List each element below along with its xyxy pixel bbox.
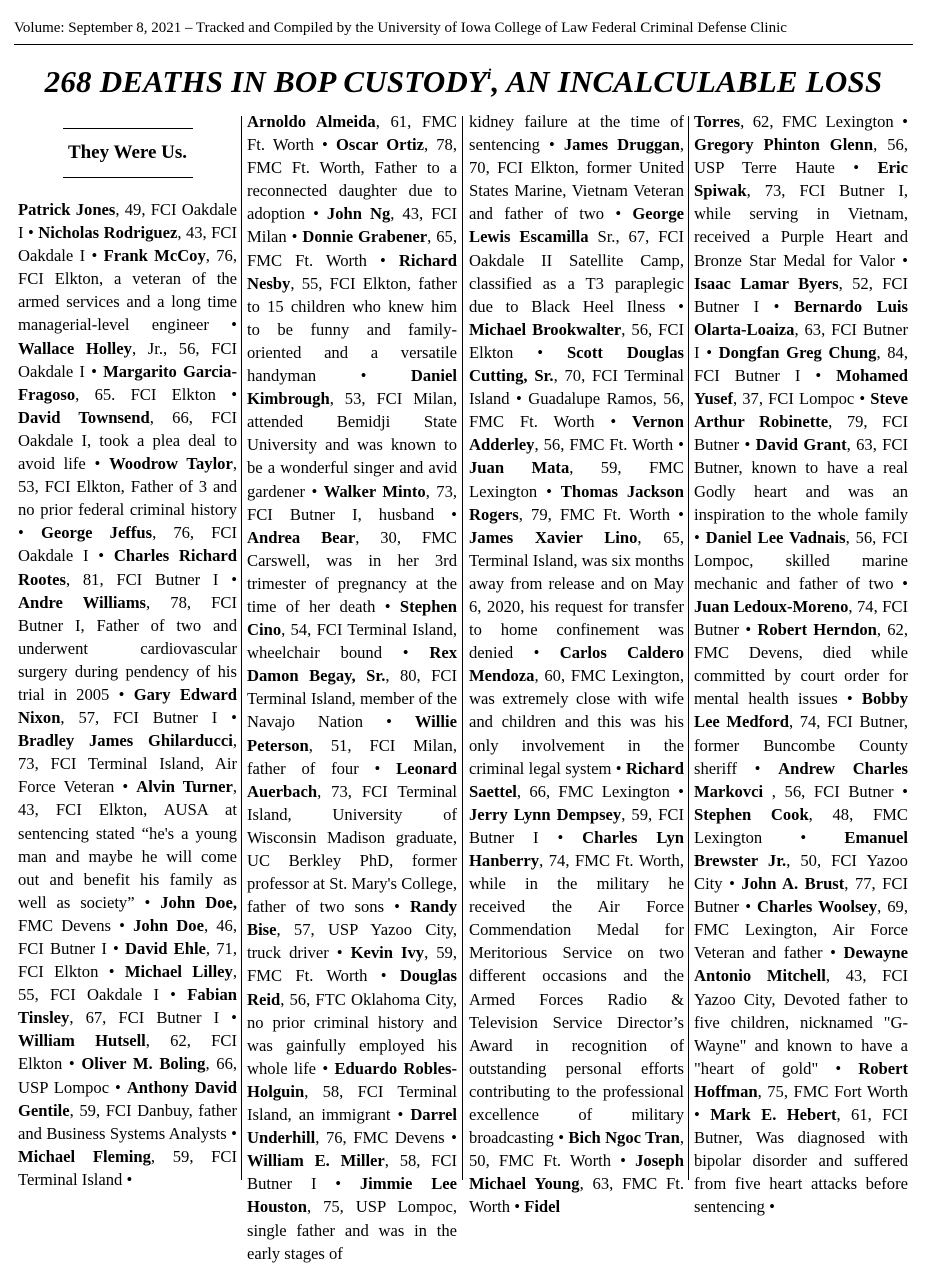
person-name: Rex Damon Begay, Sr. bbox=[247, 643, 458, 686]
person-name: David Grant bbox=[755, 435, 847, 455]
person-details: , 43, FCI Elkton, AUSA at sentencing stated “he's a young man and maybe he will come out and benefit his family as well as society” bbox=[18, 777, 237, 912]
person-name: Carlos Caldero Mendoza bbox=[469, 643, 684, 686]
person-details: , 46, FCI Butner I bbox=[18, 915, 237, 958]
person-details: , 37, FCI Lompoc bbox=[733, 389, 855, 409]
person-details: , 75, FMC Fort Worth bbox=[757, 1081, 908, 1101]
person-name: Torres bbox=[694, 112, 741, 131]
person-details: , 43, FCI Oakdale I bbox=[18, 223, 237, 266]
person-details: , 78, FMC Ft. Worth, Father to a reconnected daughter due to adoption bbox=[247, 135, 457, 224]
person-details: , 59, FMC Ft. Worth bbox=[247, 943, 458, 986]
person-name: Andrew Charles Markovci bbox=[694, 758, 909, 801]
person-details: , 51, FCI Milan, father of four bbox=[247, 735, 457, 778]
person-details: , 73, FCI Butner I, husband bbox=[247, 481, 458, 524]
person-name: Mohamed Yusef bbox=[694, 366, 909, 409]
person-details: , 77, FCI Butner bbox=[694, 874, 908, 917]
person-details: , 74, FCI Butner bbox=[694, 596, 909, 640]
person-details: , 52, FCI Butner I bbox=[694, 273, 908, 316]
person-details: , 55, FCI Elkton, father to 15 children who knew him to be funny and family-oriented and a versatile handyman bbox=[247, 273, 457, 386]
person-details: , 30, FMC Carswell, was in her 3rd trimester of pregnancy at the time of her death bbox=[247, 527, 457, 616]
memorial-list: Arnoldo Almeida, 61, FMC Ft. Worth • Oscar Ortiz, 78, FMC Ft. Worth, Father to a reconnected daughter due to adoption • John Ng, 43, FCI Milan • Donnie Grabener, 65, FMC Ft. Worth • Richard Nesby, 55, FCI Elkton, father to 15 children who knew him to be funny and family-oriented and a versatile handyman • Daniel Kimbrough, 53, FCI Milan, attended Bemidji State University and was known to be a wonderful singer and avid gardener • Walker Minto, 73, FCI Butner I, husband • Andrea Bear, 30, FMC Carswell, was in her 3rd trimester of pregnancy at the time of her death • Stephen Cino, 54, FCI Terminal Island, wheelchair bound • Rex Damon Begay, Sr., 80, FCI Terminal Island, member of the Navajo Nation • Willie Peterson, 51, FCI Milan, father of four • Leonard Auerbach, 73, FCI Terminal Island, University of Wisconsin Madison graduate, UC Berkley PhD, former professor at St. Mary's College, father of two sons • Randy Bise, 57, USP Yazoo City, truck driver • Kevin Ivy, 59, FMC Ft. Worth • Douglas Reid, 56, FTC Oklahoma City, no prior criminal history and was gainfully employed his whole life • Eduardo Robles-Holguin, 58, FCI Terminal Island, an immigrant • Darrel Underhill, 76, FMC Devens • William E. Miller, 58, FCI Butner I • Jimmie Lee Houston, 75, USP Lompoc, single father and was in the early stages of bbox=[247, 112, 458, 1263]
person-name: David Townsend bbox=[18, 407, 150, 427]
person-name: Randy Bise bbox=[247, 897, 458, 940]
person-name: Andre Williams bbox=[18, 592, 147, 612]
person-name: Gregory Phinton Glenn bbox=[694, 135, 874, 155]
person-details: , 73, FCI Terminal Island, University of Wisconsin Madison graduate, UC Berkley PhD, former professor at St. Mary's College, father of two sons bbox=[247, 781, 457, 917]
person-name: Oscar Ortiz bbox=[335, 135, 424, 155]
person-details: , 66, USP Lompoc bbox=[18, 1054, 238, 1097]
person-name: Bernardo Luis Olarta-Loaiza bbox=[694, 296, 908, 339]
person-details: , 62, FMC Lexington bbox=[740, 112, 894, 131]
person-name: John A. Brust bbox=[741, 874, 845, 894]
person-name: Robert Hoffman bbox=[694, 1058, 908, 1101]
column-1 bbox=[18, 116, 238, 1189]
person-name: Charles Lyn Hanberry bbox=[469, 827, 685, 870]
person-name: Frank McCoy bbox=[103, 246, 206, 266]
person-name: Thomas Jackson Rogers bbox=[469, 481, 684, 524]
person-name: Anthony David Gentile bbox=[18, 1077, 237, 1120]
person-name: Darrel Underhill bbox=[247, 1105, 457, 1148]
masthead: Volume: September 8, 2021 – Tracked and Compiled by the University of Iowa College of Law Federal Criminal Defense Clinic bbox=[14, 18, 913, 45]
person-name: James Druggan bbox=[563, 135, 680, 155]
person-name: Douglas Reid bbox=[247, 966, 457, 1009]
person-details: , 56, FCI Butner bbox=[763, 781, 894, 801]
divider bbox=[63, 177, 193, 178]
headline-suffix: , AN INCALCULABLE LOSS bbox=[491, 64, 883, 99]
person-name: Michael Lilley bbox=[124, 962, 233, 982]
person-name: Margarito Garcia-Fragoso bbox=[18, 361, 238, 404]
person-details: , 65, FMC Ft. Worth bbox=[247, 227, 457, 270]
person-name: George Jeffus bbox=[40, 523, 153, 543]
person-name: Daniel Lee Vadnais bbox=[705, 527, 846, 547]
person-name: Bobby Lee Medford bbox=[694, 689, 908, 732]
person-details: , 56, USP Terre Haute bbox=[694, 135, 908, 178]
column-divider bbox=[241, 116, 242, 1180]
person-name: Nicholas Rodriguez bbox=[38, 223, 178, 243]
person-details: , 43, FCI Yazoo City, Devoted father to five children, nicknamed "G-Wayne" and known to have a "heart of gold" bbox=[694, 966, 908, 1078]
person-name: Dewayne Antonio Mitchell bbox=[694, 943, 908, 986]
person-details: , 59, FCI Danbuy, father and Business Systems Analysts bbox=[18, 1100, 237, 1143]
person-name: Bradley James Ghilarducci bbox=[18, 731, 233, 751]
person-details: , 59, FMC Lexington bbox=[469, 458, 684, 501]
person-name: John Doe bbox=[133, 915, 204, 935]
person-details: , 81, FCI Butner I bbox=[65, 569, 219, 589]
person-details: , 62, FCI Elkton bbox=[18, 1031, 237, 1074]
person-details: kidney failure at the time of sentencing bbox=[469, 112, 684, 155]
column-4 bbox=[694, 110, 909, 1217]
column-3 bbox=[469, 110, 685, 1217]
person-details: , 76, FCI Elkton, a veteran of the armed services and a long time managerial-level engineer bbox=[18, 246, 237, 335]
person-details: , 65. FCI Elkton bbox=[75, 384, 216, 404]
person-name: Michael Brookwalter bbox=[469, 319, 622, 339]
person-name: Emanuel Brewster Jr. bbox=[694, 827, 908, 870]
person-details: , 56, FCI Elkton bbox=[469, 319, 685, 362]
person-details: , 56, FTC Oklahoma City, no prior criminal history and was gainfully employed his whole life bbox=[247, 989, 457, 1078]
person-details: , 70, FCI Elkton, former United States Marine, Vietnam Veteran and father of two bbox=[469, 135, 684, 224]
person-details: , 66, FMC Lexington bbox=[516, 781, 670, 801]
column-divider bbox=[462, 116, 463, 1180]
person-details: , 80, FCI Terminal Island, member of the Navajo Nation bbox=[247, 666, 457, 732]
person-name: Charles Richard Rootes bbox=[18, 546, 237, 589]
person-details: , 57, USP Yazoo City, truck driver bbox=[247, 920, 457, 963]
person-details: , 76, FCI Oakdale I bbox=[18, 523, 238, 566]
person-name: James Xavier Lino bbox=[469, 527, 638, 547]
person-details: , 74, FMC Ft. Worth, while in the military he received the Air Force Commendation Medal for Meritorious Service on two different occasions and the Armed Forces Radio & Television Service Director’s Award in recognition of outstanding personal efforts contributing to the professional excellence of military broadcasting bbox=[469, 851, 684, 1148]
person-details: , 49, FCI Oakdale I bbox=[18, 200, 237, 243]
person-details: , 69, FMC Lexington, Air Force Veteran and father bbox=[694, 897, 908, 963]
person-name: Alvin Turner bbox=[136, 777, 233, 797]
person-details: , 62, FMC Devens, died while committed by court order for mental health issues bbox=[694, 620, 908, 709]
person-name: David Ehle bbox=[125, 939, 206, 958]
person-name: Oliver M. Boling bbox=[81, 1054, 206, 1074]
person-name: George Lewis Escamilla bbox=[469, 204, 684, 247]
person-details: , 76, FMC Devens bbox=[315, 1128, 445, 1148]
person-name: Mark E. Hebert bbox=[710, 1105, 837, 1125]
person-details: , 75, USP Lompoc, single father and was in the early stages of bbox=[247, 1197, 457, 1263]
person-details: Guadalupe Ramos, 56, FMC Ft. Worth bbox=[469, 389, 684, 432]
person-name: Jimmie Lee Houston bbox=[247, 1174, 457, 1217]
person-details: , 65, Terminal Island, was six months away from release and on May 6, 2020, his request for transfer to home confinement was denied bbox=[469, 527, 684, 663]
sidebar-title: They Were Us. bbox=[67, 142, 188, 163]
person-details: , 50, FMC Ft. Worth bbox=[469, 1128, 684, 1171]
column-2 bbox=[247, 110, 458, 1263]
person-details: , Jr., 56, FCI Oakdale I bbox=[18, 338, 237, 381]
person-name: Arnoldo Almeida bbox=[247, 112, 376, 131]
person-details: , 61, FCI Butner, Was diagnosed with bipolar disorder and suffered from five heart attacks before sentencing bbox=[694, 1105, 909, 1217]
page-title bbox=[0, 64, 927, 100]
person-name: Patrick Jones bbox=[18, 200, 116, 219]
person-details: , 55, FCI Oakdale I bbox=[18, 962, 237, 1005]
person-name: Leonard Auerbach bbox=[247, 758, 457, 801]
person-details: , 84, FCI Butner I bbox=[694, 342, 909, 386]
person-details: , 60, FMC Lexington, was extremely close with wife and children and this was his only involvement in the criminal legal system bbox=[469, 666, 684, 778]
divider bbox=[63, 128, 193, 129]
person-name: Daniel Kimbrough bbox=[247, 366, 457, 409]
person-details: , 67, FCI Butner I bbox=[69, 1008, 220, 1028]
person-details: , 63, FCI Butner, known to have a real Godly heart and was an inspiration to the whole family bbox=[694, 435, 909, 524]
person-name: Richard Saettel bbox=[469, 758, 684, 801]
person-details: , 73, FCI Butner I, while serving in Vietnam, received a Purple Heart and Bronze Star Medal for Valor bbox=[694, 181, 908, 270]
person-details: , 50, FCI Yazoo City bbox=[694, 851, 908, 894]
person-name: Willie Peterson bbox=[247, 712, 457, 755]
headline-main: 268 DEATHS IN BOP CUSTODY bbox=[44, 64, 488, 99]
person-details: , 48, FMC Lexington bbox=[694, 804, 908, 847]
person-name: Stephen Cino bbox=[247, 596, 458, 640]
person-details: , 63, FCI Butner I bbox=[694, 319, 908, 362]
person-details: , 79, FMC Ft. Worth bbox=[518, 504, 671, 524]
person-name: Isaac Lamar Byers bbox=[694, 273, 839, 293]
sidebar-heading bbox=[18, 128, 237, 178]
person-details: , 70, FCI Terminal Island bbox=[469, 366, 684, 409]
person-details: , 57, FCI Butner I bbox=[60, 708, 218, 728]
person-name: Richard Nesby bbox=[247, 250, 457, 293]
person-details: , 74, FCI Butner, former Buncombe County sheriff bbox=[694, 712, 908, 778]
person-details: , 78, FCI Butner I, Father of two and underwent cardiovascular surgery during pendency of his trial in 2005 bbox=[18, 592, 237, 704]
person-details: , 59, FCI Butner I bbox=[469, 804, 684, 847]
person-name: Michael Fleming bbox=[18, 1146, 151, 1166]
person-details: , 53, FCI Elkton, Father of 3 and no prior federal criminal history bbox=[18, 454, 237, 520]
person-name: Vernon Adderley bbox=[469, 412, 684, 455]
person-details: Sr., 67, FCI Oakdale II Satellite Camp, classified as a T3 paraplegic due to Black Heel Ilness bbox=[469, 227, 684, 316]
person-details: , 58, FCI Butner I bbox=[247, 1151, 458, 1194]
person-name: Joseph Michael Young bbox=[469, 1151, 684, 1194]
person-details: , 61, FMC Ft. Worth bbox=[247, 112, 457, 155]
person-details: , 59, FCI Terminal Island bbox=[18, 1146, 237, 1189]
person-name: Bich Ngoc Tran bbox=[568, 1128, 680, 1148]
column-divider bbox=[688, 116, 689, 1180]
person-name: Charles Woolsey bbox=[757, 897, 878, 917]
person-details: , 43, FCI Milan bbox=[247, 204, 458, 247]
person-name: Walker Minto bbox=[323, 481, 426, 501]
memorial-list: kidney failure at the time of sentencing • James Druggan, 70, FCI Elkton, former United States Marine, Vietnam Veteran and father of two • George Lewis Escamilla Sr., 67, FCI Oakdale II Satellite Camp, classified as a T3 paraplegic due to Black Heel Ilness • Michael Brookwalter, 56, FCI Elkton • Scott Douglas Cutting, Sr., 70, FCI Terminal Island • Guadalupe Ramos, 56, FMC Ft. Worth • Vernon Adderley, 56, FMC Ft. Worth • Juan Mata, 59, FMC Lexington • Thomas Jackson Rogers, 79, FMC Ft. Worth • James Xavier Lino, 65, Terminal Island, was six months away from release and on May 6, 2020, his request for transfer to home confinement was denied • Carlos Caldero Mendoza, 60, FMC Lexington, was extremely close with wife and children and this was his only involvement in the criminal legal system • Richard Saettel, 66, FMC Lexington • Jerry Lynn Dempsey, 59, FCI Butner I • Charles Lyn Hanberry, 74, FMC Ft. Worth, while in the military he received the Air Force Commendation Medal for Meritorious Service on two different occasions and the Armed Forces Radio & Television Service Director’s Award in recognition of outstanding personal efforts contributing to the professional excellence of military broadcasting • Bich Ngoc Tran, 50, FMC Ft. Worth • Joseph Michael Young, 63, FMC Ft. Worth • Fidel bbox=[469, 112, 685, 1217]
person-name: Dongfan Greg Chung bbox=[718, 342, 877, 362]
person-name: Scott Douglas Cutting, Sr. bbox=[469, 342, 685, 386]
person-details: , 66, FCI Oakdale I, took a plea deal to avoid life bbox=[18, 407, 237, 474]
person-name: Fidel bbox=[524, 1197, 561, 1217]
person-name: Woodrow Taylor bbox=[109, 454, 233, 474]
person-name: Eduardo Robles-Holguin bbox=[247, 1058, 457, 1101]
memorial-list: Torres, 62, FMC Lexington • Gregory Phinton Glenn, 56, USP Terre Haute • Eric Spiwak, 73, FCI Butner I, while serving in Vietnam, received a Purple Heart and Bronze Star Medal for Valor • Isaac Lamar Byers, 52, FCI Butner I • Bernardo Luis Olarta-Loaiza, 63, FCI Butner I • Dongfan Greg Chung, 84, FCI Butner I • Mohamed Yusef, 37, FCI Lompoc • Steve Arthur Robinette, 79, FCI Butner • David Grant, 63, FCI Butner, known to have a real Godly heart and was an inspiration to the whole family • Daniel Lee Vadnais, 56, FCI Lompoc, skilled marine mechanic and father of two • Juan Ledoux-Moreno, 74, FCI Butner • Robert Herndon, 62, FMC Devens, died while committed by court order for mental health issues • Bobby Lee Medford, 74, FCI Butner, former Buncombe County sheriff • Andrew Charles Markovci , 56, FCI Butner • Stephen Cook, 48, FMC Lexington • Emanuel Brewster Jr., 50, FCI Yazoo City • John A. Brust, 77, FCI Butner • Charles Woolsey, 69, FMC Lexington, Air Force Veteran and father • Dewayne Antonio Mitchell, 43, FCI Yazoo City, Devoted father to five children, nicknamed "G-Wayne" and known to have a "heart of gold" • Robert Hoffman, 75, FMC Fort Worth • Mark E. Hebert, 61, FCI Butner, Was diagnosed with bipolar disorder and suffered from five heart attacks before sentencing • bbox=[694, 112, 909, 1217]
person-name: Andrea Bear bbox=[247, 527, 356, 547]
person-name: Donnie Grabener bbox=[302, 227, 428, 247]
person-name: Robert Herndon bbox=[757, 620, 877, 640]
person-name: William Hutsell bbox=[18, 1031, 146, 1051]
person-details: , 73, FCI Terminal Island, Air Force Veteran bbox=[18, 731, 237, 797]
person-name: Wallace Holley bbox=[18, 338, 132, 358]
person-name: Gary Edward Nixon bbox=[18, 684, 238, 728]
person-details: , 56, FCI Lompoc, skilled marine mechanic and father of two bbox=[694, 527, 908, 593]
person-details: , 79, FCI Butner bbox=[694, 412, 908, 455]
person-details: , 54, FCI Terminal Island, wheelchair bound bbox=[247, 620, 457, 663]
person-name: Eric Spiwak bbox=[694, 158, 909, 201]
person-name: John Ng bbox=[326, 204, 391, 224]
person-details: , 63, FMC Ft. Worth bbox=[469, 1174, 684, 1217]
person-name: Juan Mata bbox=[469, 458, 570, 478]
person-details: FMC Devens bbox=[18, 915, 111, 935]
person-name: John Doe, bbox=[160, 892, 237, 912]
person-details: , 53, FCI Milan, attended Bemidji State University and was known to be a wonderful singer and avid gardener bbox=[247, 389, 457, 501]
person-name: Fabian Tinsley bbox=[18, 985, 237, 1028]
person-name: William E. Miller bbox=[247, 1151, 385, 1171]
person-name: Kevin Ivy bbox=[350, 943, 425, 963]
person-details: , 56, FMC Ft. Worth bbox=[534, 435, 674, 455]
person-details: , 71, FCI Elkton bbox=[18, 939, 237, 982]
person-details: , 58, FCI Terminal Island, an immigrant bbox=[247, 1081, 457, 1125]
person-name: Steve Arthur Robinette bbox=[694, 389, 909, 432]
memorial-list: Patrick Jones, 49, FCI Oakdale I • Nicholas Rodriguez, 43, FCI Oakdale I • Frank McCoy, 76, FCI Elkton, a veteran of the armed services and a long time managerial-level engineer • Wallace Holley, Jr., 56, FCI Oakdale I • Margarito Garcia-Fragoso, 65. FCI Elkton • David Townsend, 66, FCI Oakdale I, took a plea deal to avoid life • Woodrow Taylor, 53, FCI Elkton, Father of 3 and no prior federal criminal history • George Jeffus, 76, FCI Oakdale I • Charles Richard Rootes, 81, FCI Butner I • Andre Williams, 78, FCI Butner I, Father of two and underwent cardiovascular surgery during pendency of his trial in 2005 • Gary Edward Nixon, 57, FCI Butner I • Bradley James Ghilarducci, 73, FCI Terminal Island, Air Force Veteran • Alvin Turner, 43, FCI Elkton, AUSA at sentencing stated “he's a young man and maybe he will come out and benefit his family as well as society” • John Doe, FMC Devens • John Doe, 46, FCI Butner I • David Ehle, 71, FCI Elkton • Michael Lilley, 55, FCI Oakdale I • Fabian Tinsley, 67, FCI Butner I • William Hutsell, 62, FCI Elkton • Oliver M. Boling, 66, USP Lompoc • Anthony David Gentile, 59, FCI Danbuy, father and Business Systems Analysts • Michael Fleming, 59, FCI Terminal Island • bbox=[18, 200, 238, 1189]
person-name: Jerry Lynn Dempsey bbox=[469, 804, 622, 824]
footnote-marker[interactable]: i bbox=[487, 67, 492, 83]
person-name: Stephen Cook bbox=[694, 804, 809, 824]
person-name: Juan Ledoux-Moreno bbox=[694, 596, 849, 616]
